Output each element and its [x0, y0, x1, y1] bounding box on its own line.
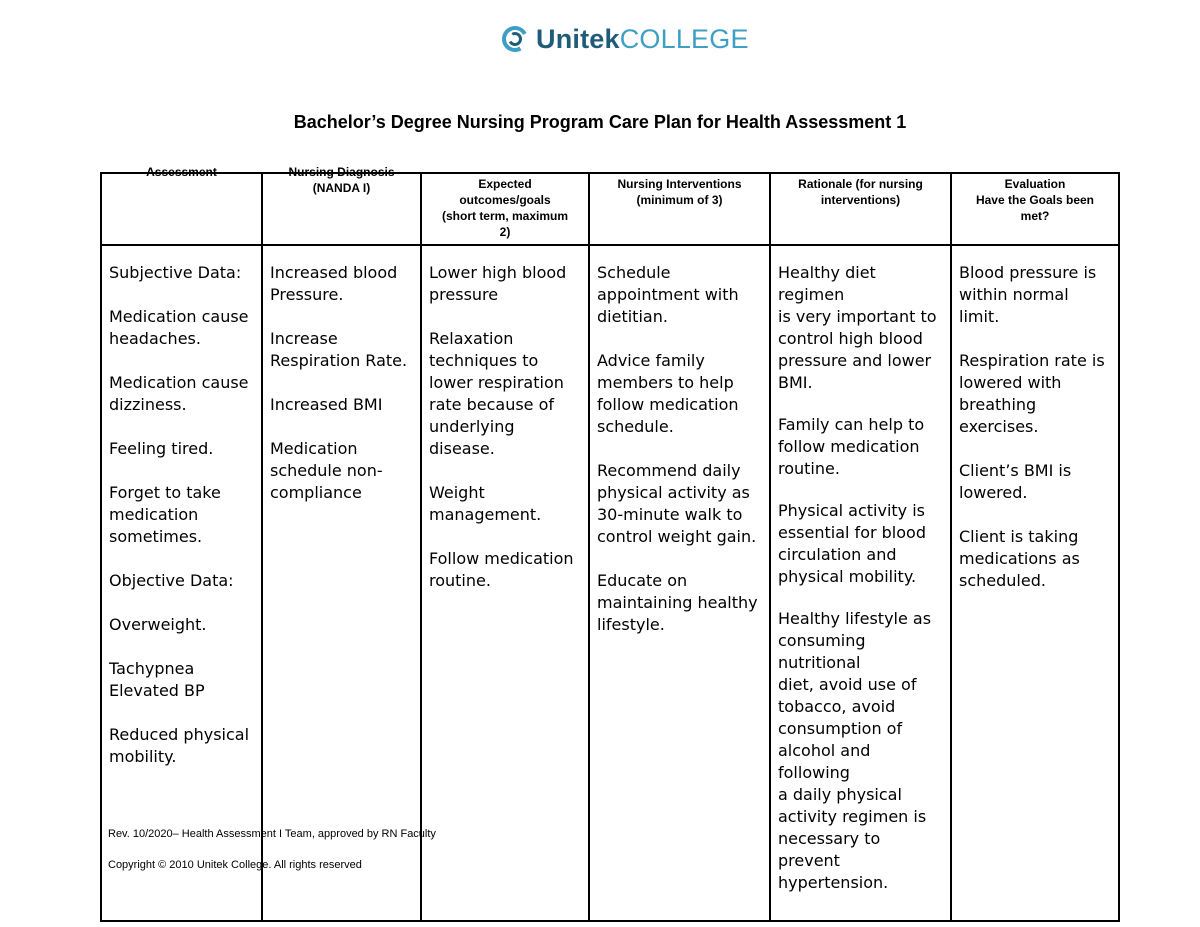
unitek-swirl-icon — [500, 24, 530, 54]
table-row — [101, 245, 1119, 921]
header-line: met? — [1020, 209, 1050, 223]
header-line: Assessment — [146, 165, 217, 179]
nursing-interventions-cell — [589, 245, 770, 921]
list-item: Healthy lifestyle as consuming nutritional diet, avoid use of tobacco, avoid consumption of alcohol and following a daily physical activity regimen is necessary to prevent hypertension. — [778, 609, 932, 892]
list-item: Subjective Data: — [109, 263, 242, 282]
list-item: Forget to take medication sometimes. — [109, 483, 221, 546]
document-title: Bachelor’s Degree Nursing Program Care Plan for Health Assessment 1 — [293, 112, 907, 132]
list-item: Weight management. — [429, 483, 542, 524]
list-item: Follow medication routine. — [429, 549, 574, 590]
table-header-row — [101, 173, 1119, 245]
list-item: Overweight. — [109, 615, 207, 634]
list-item: Respiration rate is lowered with breathing exercises. — [959, 351, 1105, 436]
list-item: Physical activity is essential for blood circulation and physical mobility. — [778, 501, 926, 586]
list-item: Relaxation techniques to lower respiration rate because of underlying disease. — [429, 329, 564, 458]
logo-brand-light: COLLEGE — [619, 24, 749, 54]
header-line: outcomes/goals — [459, 193, 551, 207]
header-line: Expected — [478, 177, 532, 191]
list-item: Healthy diet regimen is very important to control high blood pressure and lower BMI. — [778, 263, 937, 392]
care-plan-table — [100, 165, 1120, 922]
list-item: Increase Respiration Rate. — [270, 329, 408, 370]
evaluation-cell — [951, 245, 1119, 921]
header-line: (short term, maximum — [441, 209, 569, 223]
list-item: Educate on maintaining healthy lifestyle. — [597, 571, 758, 634]
list-item: Increased blood Pressure. — [270, 263, 398, 304]
list-item: Schedule appointment with dietitian. — [597, 263, 739, 326]
header-line: interventions) — [820, 193, 901, 207]
list-item: Blood pressure is within normal limit. — [959, 263, 1097, 326]
header-expected-outcomes — [421, 173, 589, 245]
header-line: Have the Goals been — [975, 193, 1095, 207]
header-nursing-diagnosis — [262, 165, 421, 245]
header-assessment — [101, 165, 262, 245]
header-nursing-interventions — [589, 173, 770, 245]
header-line: (minimum of 3) — [636, 193, 723, 207]
list-item: Family can help to follow medication routine. — [778, 415, 925, 478]
nursing-diagnosis-cell — [262, 245, 421, 921]
list-item: Tachypnea Elevated BP — [109, 659, 205, 700]
header-line: Nursing Diagnosis — [288, 165, 395, 179]
copyright-note: Copyright © 2010 Unitek College. All rights reserved — [108, 859, 362, 871]
unitek-college-logo — [500, 22, 749, 56]
list-item: Client is taking medications as scheduled. — [959, 527, 1080, 590]
header-line: 2) — [499, 225, 511, 239]
list-item: Increased BMI — [270, 395, 383, 414]
header-line: Evaluation — [1004, 177, 1066, 191]
list-item: Client’s BMI is lowered. — [959, 461, 1072, 502]
logo-wordmark — [536, 22, 749, 56]
logo-brand-bold: Unitek — [536, 24, 620, 54]
revision-note: Rev. 10/2020– Health Assessment I Team, approved by RN Faculty — [108, 828, 436, 840]
list-item: Feeling tired. — [109, 439, 214, 458]
header-line: Nursing Interventions — [617, 177, 742, 191]
list-item: Recommend daily physical activity as 30-minute walk to control weight gain. — [597, 461, 757, 546]
assessment-cell — [101, 245, 262, 921]
expected-outcomes-cell — [421, 245, 589, 921]
header-line: (NANDA I) — [312, 181, 371, 195]
header-line: Rationale (for nursing — [798, 177, 923, 191]
list-item: Reduced physical mobility. — [109, 725, 250, 766]
list-item: Medication cause headaches. — [109, 307, 249, 348]
header-rationale — [770, 173, 951, 245]
list-item: Medication cause dizziness. — [109, 373, 249, 414]
list-item: Medication schedule non- compliance — [270, 439, 383, 502]
list-item: Lower high blood pressure — [429, 263, 567, 304]
rationale-cell — [770, 245, 951, 921]
list-item: Objective Data: — [109, 571, 234, 590]
list-item: Advice family members to help follow medication schedule. — [597, 351, 739, 436]
header-evaluation — [951, 173, 1119, 245]
